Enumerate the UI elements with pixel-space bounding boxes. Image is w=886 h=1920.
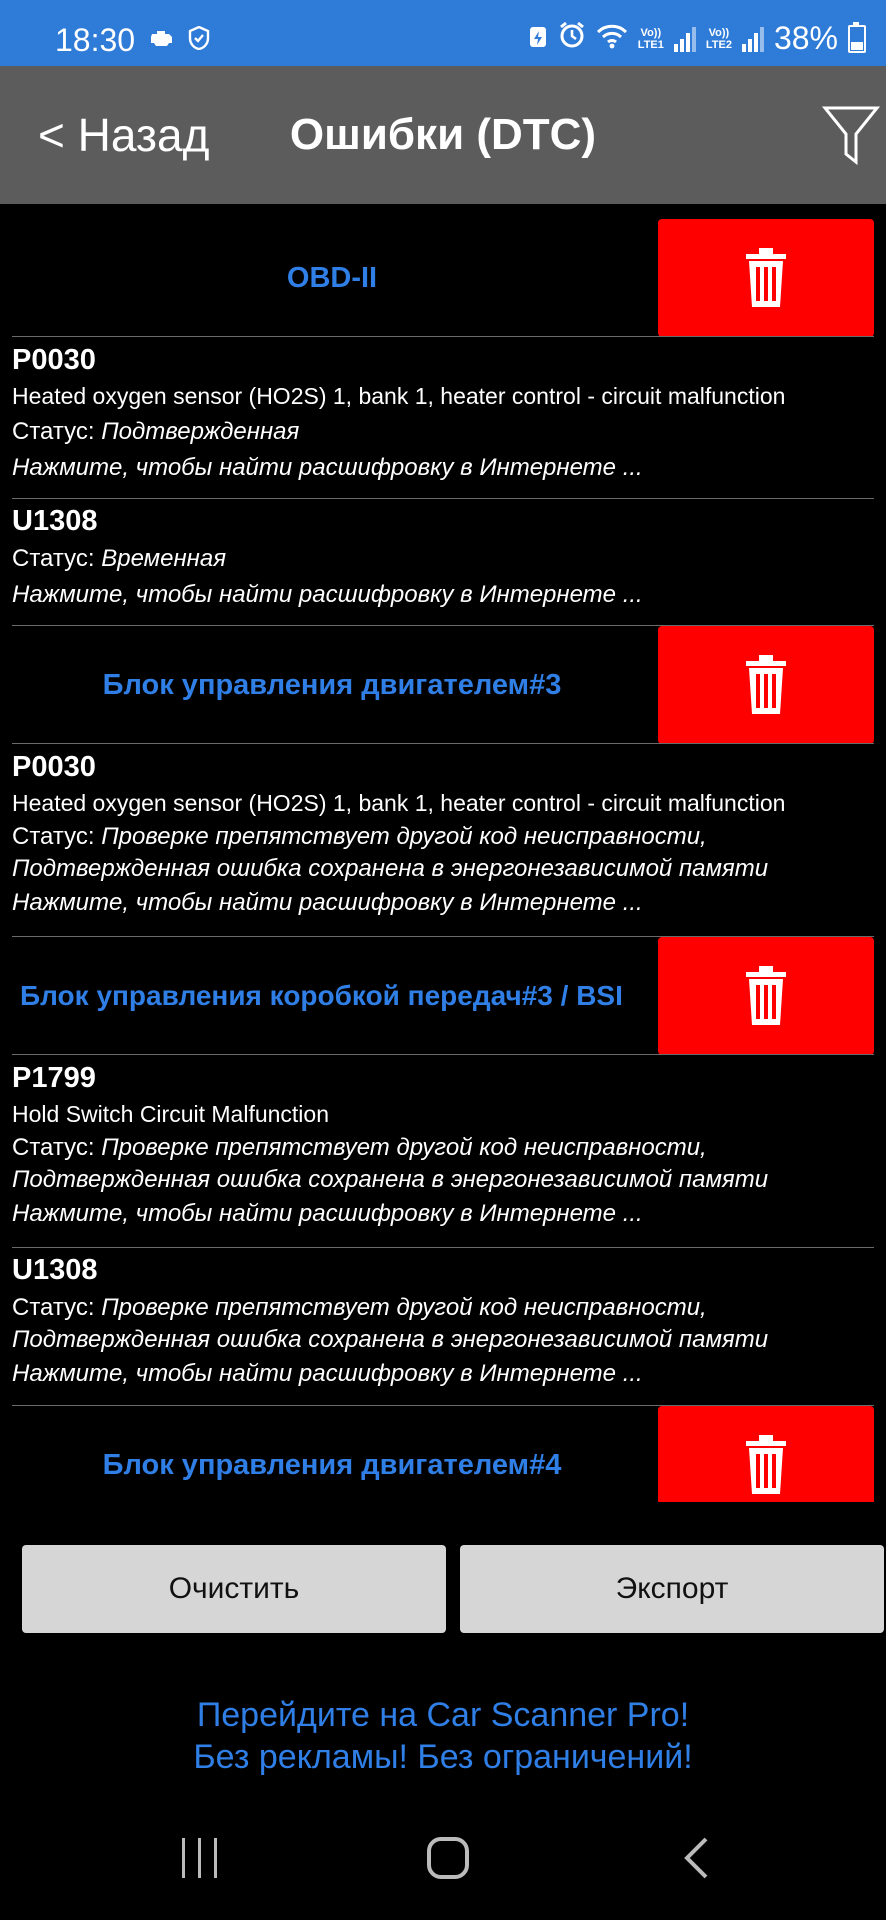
export-button[interactable]: Экспорт (460, 1545, 884, 1633)
promo-line-1: Перейдите на Car Scanner Pro! (196, 1696, 690, 1734)
trash-icon (743, 965, 789, 1027)
delete-button[interactable] (658, 1406, 874, 1502)
delete-button[interactable] (658, 937, 874, 1055)
trash-icon (743, 1434, 789, 1496)
dtc-status: Статус: Подтвержденная (12, 418, 300, 445)
dtc-description: Hold Switch Circuit Malfunction (12, 1101, 330, 1127)
dtc-entry[interactable] (12, 1060, 874, 1232)
page-title: Ошибки (DTC) (289, 110, 597, 159)
section-header-engine-4 (12, 1406, 874, 1502)
battery-percent: 38% (773, 20, 838, 56)
alarm-icon (558, 20, 586, 57)
filter-icon[interactable] (822, 104, 880, 166)
home-icon[interactable] (426, 1836, 470, 1885)
dtc-status-line2: Подтвержденная ошибка сохранена в энергонезависимой памяти (12, 855, 769, 882)
search-hint-link[interactable]: Нажмите, чтобы найти расшифровку в Интернете ... (12, 889, 643, 916)
signal-bars-2 (742, 26, 764, 52)
dtc-description: Heated oxygen sensor (HO2S) 1, bank 1, heater control - circuit malfunction (12, 383, 786, 409)
shield-icon (188, 26, 210, 55)
app-header (0, 66, 886, 204)
search-hint-link[interactable]: Нажмите, чтобы найти расшифровку в Интернете ... (12, 1200, 643, 1227)
promo-line-2: Без рекламы! Без ограничений! (193, 1738, 693, 1776)
system-nav-bar (0, 1820, 886, 1920)
signal-icon: Vo)) LTE1 (637, 26, 664, 51)
section-title: Блок управления коробкой передач#3 / BSI (20, 980, 623, 1011)
section-title: Блок управления двигателем#3 (102, 668, 562, 701)
section-title: OBD-II (286, 261, 378, 294)
divider (12, 498, 874, 499)
dtc-code: U1308 (12, 505, 98, 537)
wifi-icon (596, 20, 628, 57)
dtc-status: Статус: Временная (12, 545, 227, 572)
back-button[interactable]: < Назад (38, 109, 210, 161)
search-hint-link[interactable]: Нажмите, чтобы найти расшифровку в Интернете ... (12, 581, 643, 608)
clear-button[interactable]: Очистить (22, 1545, 446, 1633)
battery-icon (848, 25, 866, 53)
dtc-status: Статус: Проверке препятствует другой код неисправности, (12, 1134, 707, 1161)
search-hint-link[interactable]: Нажмите, чтобы найти расшифровку в Интернете ... (12, 454, 643, 481)
dtc-entry[interactable] (12, 342, 874, 486)
back-icon[interactable] (682, 1836, 710, 1885)
search-hint-link[interactable]: Нажмите, чтобы найти расшифровку в Интернете ... (12, 1360, 643, 1387)
section-header-engine-3 (12, 626, 874, 744)
dtc-status-line2: Подтвержденная ошибка сохранена в энергонезависимой памяти (12, 1326, 769, 1353)
dtc-code: U1308 (12, 1254, 98, 1286)
trash-icon (743, 247, 789, 309)
dtc-status: Статус: Проверке препятствует другой код неисправности, (12, 1294, 707, 1321)
signal-icon-2: Vo)) LTE2 (705, 26, 732, 51)
dtc-code: P0030 (12, 751, 96, 783)
dtc-code: P0030 (12, 344, 96, 376)
divider (12, 743, 874, 744)
section-header-obd2 (12, 219, 874, 337)
divider (12, 336, 874, 337)
divider (12, 1247, 874, 1248)
dtc-entry[interactable] (12, 1252, 874, 1392)
status-time: 18:30 (55, 22, 136, 58)
dtc-entry[interactable] (12, 503, 874, 613)
status-bar (0, 0, 886, 66)
promo-banner[interactable] (0, 1694, 886, 1778)
battery-saver-icon (528, 20, 548, 57)
delete-button[interactable] (658, 219, 874, 337)
section-title: Блок управления двигателем#4 (102, 1448, 562, 1481)
recent-apps-icon[interactable] (180, 1838, 220, 1883)
dtc-entry[interactable] (12, 749, 874, 921)
delete-button[interactable] (658, 626, 874, 744)
signal-bars-1 (674, 26, 696, 52)
section-header-gearbox-3 (12, 937, 874, 1055)
dtc-status: Статус: Проверке препятствует другой код неисправности, (12, 823, 707, 850)
divider (12, 1054, 874, 1055)
car-engine-icon (148, 28, 176, 53)
dtc-status-line2: Подтвержденная ошибка сохранена в энергонезависимой памяти (12, 1166, 769, 1193)
dtc-description: Heated oxygen sensor (HO2S) 1, bank 1, heater control - circuit malfunction (12, 790, 786, 816)
trash-icon (743, 654, 789, 716)
dtc-code: P1799 (12, 1062, 96, 1094)
